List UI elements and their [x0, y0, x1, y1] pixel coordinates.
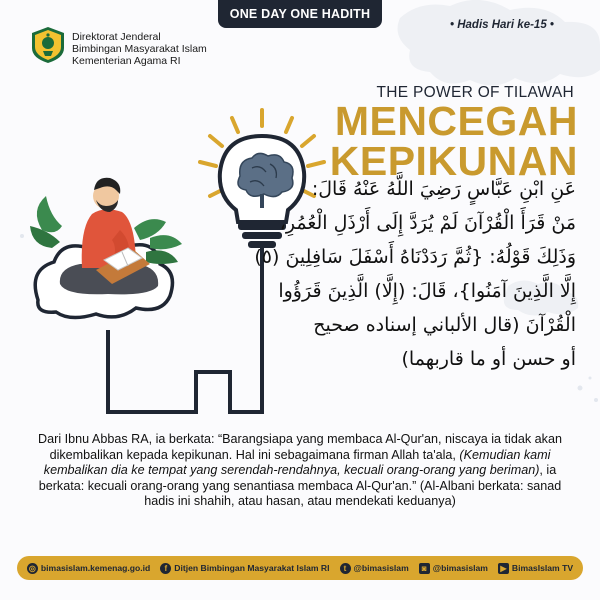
- twitter-text: @bimasislam: [353, 563, 409, 573]
- translation-part-1: Dari Ibnu Abbas RA, ia berkata: “Barangsiapa yang membaca Al-Qur'an, niscaya ia tidak akan dikembalikan kepada kepikunan. Hal ini sebagaimana firman Allah ta'ala,: [38, 432, 562, 462]
- footer-youtube[interactable]: [498, 563, 573, 574]
- org-line-2: Bimbingan Masyarakat Islam: [72, 43, 207, 55]
- arabic-line-2: مَنْ قَرَأَ الْقُرْآنَ لَمْ يُرَدَّ إِلَى أَرْذَلِ الْعُمُرِ،: [279, 212, 576, 234]
- org-line-3: Kementerian Agama RI: [72, 55, 181, 67]
- instagram-text: @bimasislam: [432, 563, 488, 573]
- footer-bar: [17, 556, 583, 580]
- footer-website[interactable]: [27, 563, 150, 574]
- arabic-line-6: أو حسن أو ما قاربهما): [401, 348, 576, 370]
- arabic-line-3: وَذَلِكَ قَوْلُهُ: {ثُمَّ رَدَدْنَاهُ أَسْفَلَ سَافِلِينَ (٥): [254, 246, 576, 268]
- title-big-1: MENCEGAH: [334, 98, 578, 144]
- footer-facebook[interactable]: [160, 563, 329, 574]
- title-big-2: KEPIKUNAN: [329, 138, 578, 184]
- twitter-icon: t: [340, 563, 351, 574]
- hadis-day-label: • Hadis Hari ke-15 •: [450, 19, 554, 31]
- translation-quote: (Kemudian kami kembalikan dia ke tempat yang serendah-rendahnya, kecuali orang-orang yang beriman): [43, 447, 551, 477]
- footer: [0, 552, 600, 584]
- facebook-text: Ditjen Bimbingan Masyarakat Islam RI: [174, 563, 330, 573]
- arabic-line-1: عَنِ ابْنِ عَبَّاسٍ رَضِيَ اللَّهُ عَنْهُ قَالَ:: [311, 178, 576, 200]
- translation-text: [22, 432, 578, 510]
- org-line-1: Direktorat Jenderal: [72, 31, 161, 43]
- title-small: THE POWER OF TILAWAH: [376, 84, 574, 101]
- instagram-icon: ◙: [419, 563, 430, 574]
- arabic-line-5: الْقُرْآنَ (قال الألباني إسناده صحيح: [313, 314, 576, 336]
- footer-instagram[interactable]: [419, 563, 488, 574]
- arabic-line-4: إِلَّا الَّذِينَ آمَنُوا}، قَالَ: (إِلَّا) الَّذِينَ قَرَؤُوا: [278, 280, 576, 302]
- youtube-icon: ▶: [498, 563, 509, 574]
- footer-twitter[interactable]: [340, 563, 409, 574]
- youtube-text: BimasIslam TV: [511, 563, 574, 573]
- facebook-icon: f: [160, 563, 171, 574]
- globe-icon: ◎: [27, 563, 38, 574]
- translation-part-3: , ia berkata: kecuali orang-orang yang senantiasa membaca Al-Qur'an.” (Al-Albani berkata: sanad hadis ini shahih, atau hasan, atau mendekati keduanya): [38, 463, 562, 508]
- banner-text: ONE DAY ONE HADITH: [229, 7, 371, 21]
- website-text: bimasislam.kemenag.go.id: [40, 563, 151, 573]
